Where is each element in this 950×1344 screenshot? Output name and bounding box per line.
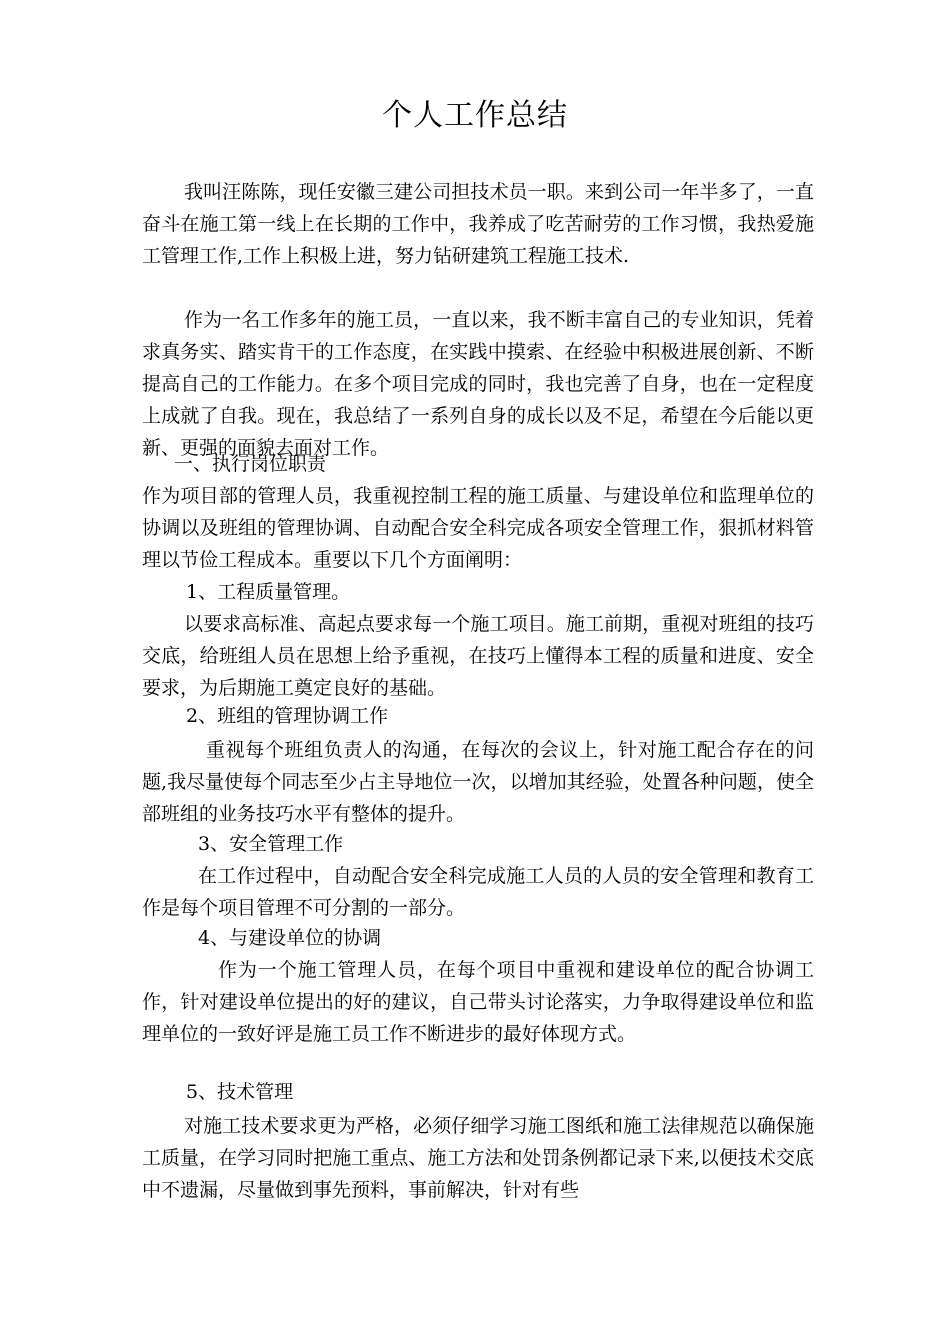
section-heading-duties: 一、执行岗位职责 (174, 453, 327, 475)
intro-paragraph-1: 我叫汪陈陈，现任安徽三建公司担技术员一职。来到公司一年半多了，一直奋斗在施工第一线上在长期的工作中，我养成了吃苦耐劳的工作习惯，我热爱施工管理工作,工作上积极上进，努力钻研建筑工程施工技术. (142, 181, 814, 267)
item-heading-team: 2、班组的管理协调工作 (186, 705, 389, 727)
item-heading-quality: 1、工程质量管理。 (186, 581, 351, 603)
intro-paragraph-2: 作为一名工作多年的施工员，一直以来，我不断丰富自己的专业知识，凭着求真务实、踏实肯干的工作态度，在实践中摸索、在经验中积极进展创新、不断提高自己的工作能力。在多个项目完成的同时，我也完善了自身，也在一定程度上成就了自我。现在，我总结了一系列自身的成长以及不足，希望在今后能以更新、更强的面貌去面对工作。 (142, 309, 814, 459)
item-body-team: 重视每个班组负责人的沟通，在每次的会议上，针对施工配合存在的问题,我尽量使每个同志至少占主导地位一次，以增加其经验，处置各种问题，使全部班组的业务技巧水平有整体的提升。 (142, 739, 814, 825)
item-heading-technical: 5、技术管理 (186, 1081, 294, 1103)
document-title: 个人工作总结 (382, 98, 568, 133)
item-body-client: 作为一个施工管理人员，在每个项目中重视和建设单位的配合协调工作，针对建设单位提出的好的建议，自己带头讨论落实，力争取得建设单位和监理单位的一致好评是施工员工作不断进步的最好体现方式。 (142, 959, 814, 1045)
item-heading-client: 4、与建设单位的协调 (198, 927, 382, 949)
item-heading-safety: 3、安全管理工作 (198, 833, 344, 855)
item-body-safety: 在工作过程中，自动配合安全科完成施工人员的人员的安全管理和教育工作是每个项目管理不可分割的一部分。 (142, 865, 814, 919)
item-body-technical: 对施工技术要求更为严格，必须仔细学习施工图纸和施工法律规范以确保施工质量，在学习同时把施工重点、施工方法和处罚条例都记录下来,以便技术交底中不遗漏，尽量做到事先预料，事前解决，针对有些 (142, 1115, 814, 1201)
item-body-quality: 以要求高标准、高起点要求每一个施工项目。施工前期，重视对班组的技巧交底，给班组人员在思想上给予重视，在技巧上懂得本工程的质量和进度、安全要求，为后期施工奠定良好的基础。 (142, 613, 814, 699)
section-body-duties: 作为项目部的管理人员，我重视控制工程的施工质量、与建设单位和监理单位的协调以及班组的管理协调、自动配合安全科完成各项安全管理工作，狠抓材料管理以节俭工程成本。重要以下几个方面阐明： (142, 485, 814, 571)
